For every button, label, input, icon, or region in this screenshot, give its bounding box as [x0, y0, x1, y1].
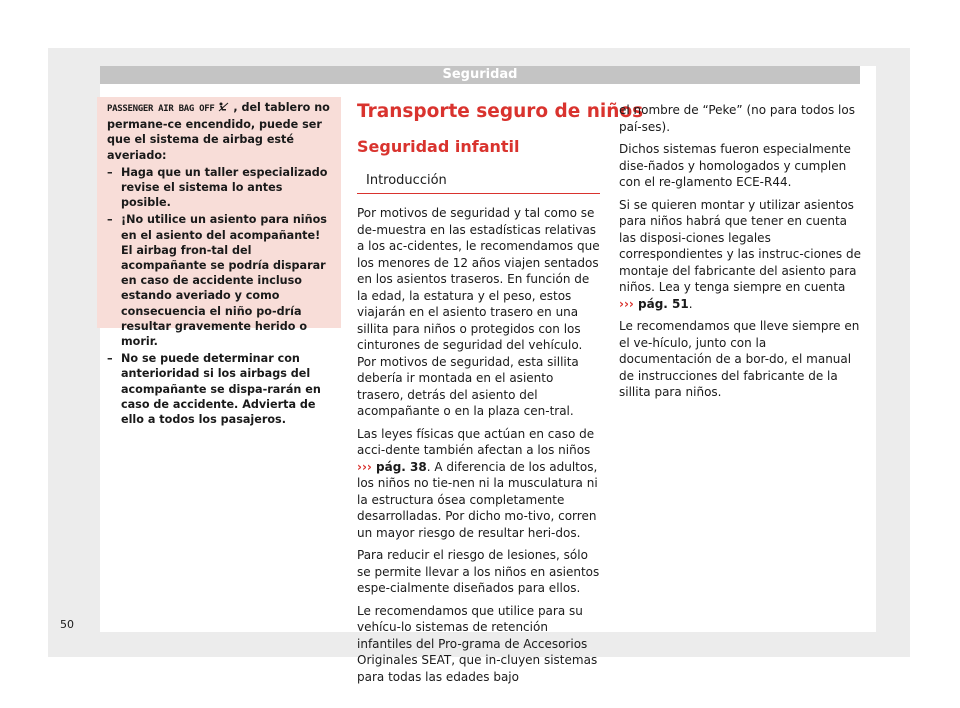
running-header [100, 66, 860, 84]
middle-column [357, 205, 602, 691]
paragraph: Le recomendamos que utilice para su vehícu-lo sistemas de retención infantiles del Pro-grama de Accesorios Originales SEAT, que in-cluyen sistemas para todas las edades bajo [357, 603, 598, 684]
paragraph: Le recomendamos que lleve siempre en el ve-hículo, junto con la documentación de a bor-do, el manual de instrucciones del fabricante de la sillita para niños. [619, 319, 860, 399]
paragraph: Las leyes físicas que actúan en caso de acci-dente también afectan a los niños ››› pág. 38. A diferencia de los adultos, los niños no tie-nen ni la musculatura ni la estructura ósea completamente desarrolladas. Por dicho mo-tivo, corren un mayor riesgo de resultar heri-dos. [357, 426, 598, 540]
warning-intro-text: , del tablero no permane-ce encendido, puede ser que el sistema de airbag esté averiado: [107, 101, 330, 162]
paragraph: el nombre de “Peke” (no para todos los paí-ses). [619, 103, 855, 134]
cross-reference-arrow: ››› [357, 459, 372, 474]
dash-bullet: – [107, 213, 113, 227]
warning-item: – ¡No utilice un asiento para niños en el asiento del acompañante! El airbag fron-tal del acompañante se podría disparar en caso de accidente incluso estando averiado y como consecuencia el niño po-dría resultar gravemente herido o morir. [107, 213, 327, 349]
paragraph: Para reducir el riesgo de lesiones, sólo se permite llevar a los niños en asientos espe-cialmente diseñados para ellos. [357, 548, 600, 595]
page-reference-link[interactable]: pág. 51 [633, 296, 689, 311]
dash-bullet: – [107, 352, 113, 366]
airbag-off-icon [218, 101, 233, 114]
running-header-title: Seguridad [442, 67, 518, 82]
topic-divider [357, 193, 600, 194]
passenger-airbag-off-label: PASSENGER AIR BAG OFF [107, 104, 215, 114]
page-reference-link[interactable]: pág. 38 [371, 459, 427, 474]
right-column [619, 102, 862, 407]
section-title: Transporte seguro de niños [357, 101, 644, 122]
page-number: 50 [60, 618, 74, 631]
warning-text [107, 100, 335, 429]
paragraph: Dichos sistemas fueron especialmente dise-ñados y homologados y cumplen con el re-glamento ECE-R44. [619, 142, 851, 189]
paragraph: Si se quieren montar y utilizar asientos para niños habrá que tener en cuenta las disposi-ciones legales correspondientes y las instruc-ciones de montaje del fabricante del asiento para niños. Lea y tenga siempre en cuenta ››› pág. 51. [619, 197, 861, 311]
warning-intro [107, 100, 335, 163]
dash-bullet: – [107, 165, 113, 179]
warning-item: – No se puede determinar con anterioridad si los airbags del acompañante se dispa-rarán en caso de accidente. Advierta de ello a todos los pasajeros. [107, 352, 321, 427]
subsection-title: Seguridad infantil [357, 137, 520, 156]
warning-item: – Haga que un taller especializado revise el sistema lo antes posible. [107, 165, 328, 210]
topic-title: Introducción [366, 173, 447, 188]
warning-list [107, 165, 335, 427]
paragraph: Por motivos de seguridad y tal como se de-muestra en las estadísticas relativas a los ac-cidentes, le recomendamos que los menores de 12 años viajen sentados en los asientos traseros. En función de la edad, la estatura y el peso, estos viajarán en el asiento trasero en una sillita para niños o protegidos con los cinturones de seguridad del vehículo. Por motivos de seguridad, esta sillita debería ir montada en el asiento trasero, detrás del asiento del acompañante o en la plaza cen-tral. [357, 206, 600, 418]
cross-reference-arrow: ››› [619, 296, 634, 311]
